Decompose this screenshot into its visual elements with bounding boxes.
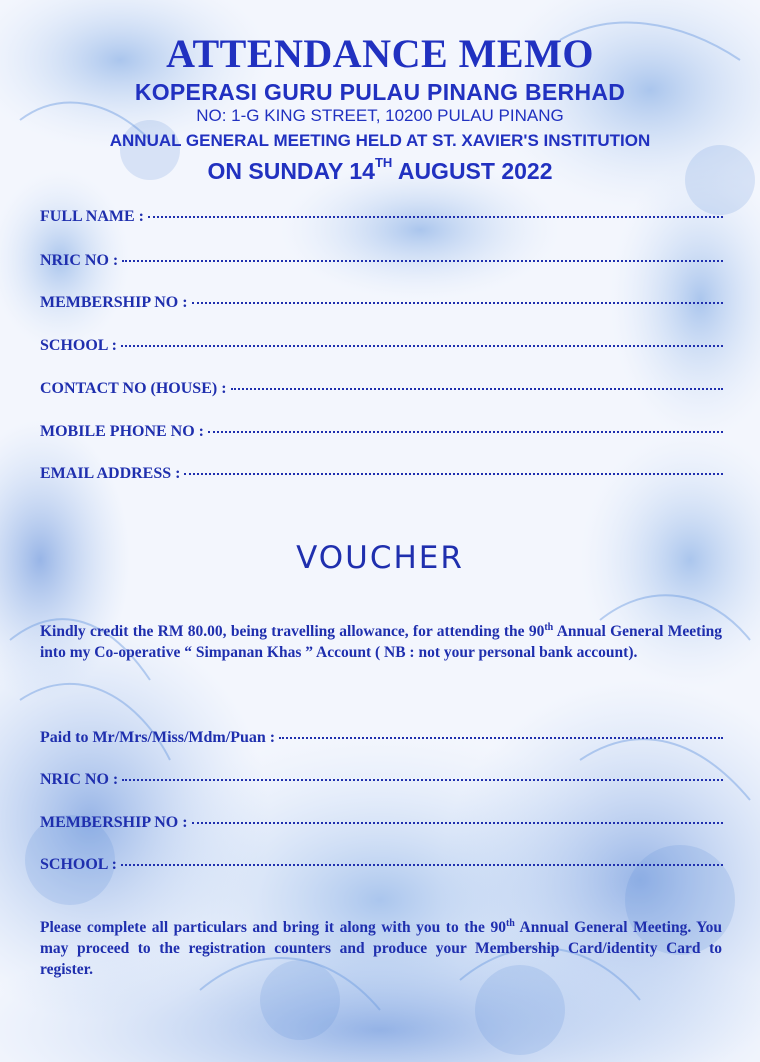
field-label: Paid to Mr/Mrs/Miss/Mdm/Puan : (40, 729, 276, 746)
fill-line[interactable] (122, 259, 723, 262)
field-label: MEMBERSHIP NO : (40, 814, 188, 831)
field-paid-to[interactable] (40, 729, 723, 747)
voucher-heading: VOUCHER (296, 540, 464, 576)
fill-line[interactable] (121, 863, 723, 866)
field-full-name[interactable] (40, 208, 723, 226)
field-mobile-phone[interactable] (40, 423, 723, 441)
fill-line[interactable] (192, 821, 723, 824)
field-membership-no[interactable] (40, 294, 723, 312)
fill-line[interactable] (121, 344, 723, 347)
field-label: NRIC NO : (40, 252, 119, 269)
fill-line[interactable] (192, 301, 723, 304)
field-school[interactable] (40, 337, 723, 355)
meeting-date: ON SUNDAY 14TH AUGUST 2022 (207, 155, 553, 184)
field-contact-house[interactable] (40, 380, 723, 398)
fill-line[interactable] (184, 472, 723, 475)
voucher-instruction: Kindly credit the RM 80.00, being travelling allowance, for attending the 90th Annual General Meeting into my Co-operative “ Simpanan Khas ” Account ( NB : not your personal bank account). (40, 621, 722, 661)
field-email-address[interactable] (40, 465, 723, 483)
field-label: EMAIL ADDRESS : (40, 465, 181, 482)
organization-name: KOPERASI GURU PULAU PINANG BERHAD (134, 79, 626, 105)
field-nric-no[interactable] (40, 252, 723, 270)
field-voucher-school[interactable] (40, 856, 723, 874)
fill-line[interactable] (231, 387, 723, 390)
field-label: FULL NAME : (40, 208, 144, 225)
fill-line[interactable] (122, 778, 723, 781)
field-voucher-membership-no[interactable] (40, 814, 723, 832)
field-label: SCHOOL : (40, 337, 117, 354)
fill-line[interactable] (208, 430, 723, 433)
field-label: NRIC NO : (40, 771, 119, 788)
field-label: SCHOOL : (40, 856, 117, 873)
memo-title: ATTENDANCE MEMO (166, 31, 594, 76)
fill-line[interactable] (148, 215, 723, 218)
meeting-line: ANNUAL GENERAL MEETING HELD AT ST. XAVIER'S INSTITUTION (109, 131, 651, 150)
field-label: CONTACT NO (HOUSE) : (40, 380, 227, 397)
fill-line[interactable] (279, 736, 723, 739)
field-voucher-nric-no[interactable] (40, 771, 723, 789)
footer-instruction: Please complete all particulars and bring it along with you to the 90th Annual General Meeting. You may proceed to the registration counters and produce your Membership Card/identity Card to register. (40, 917, 722, 978)
organization-address: NO: 1-G KING STREET, 10200 PULAU PINANG (196, 106, 564, 125)
field-label: MOBILE PHONE NO : (40, 423, 205, 440)
field-label: MEMBERSHIP NO : (40, 294, 188, 311)
